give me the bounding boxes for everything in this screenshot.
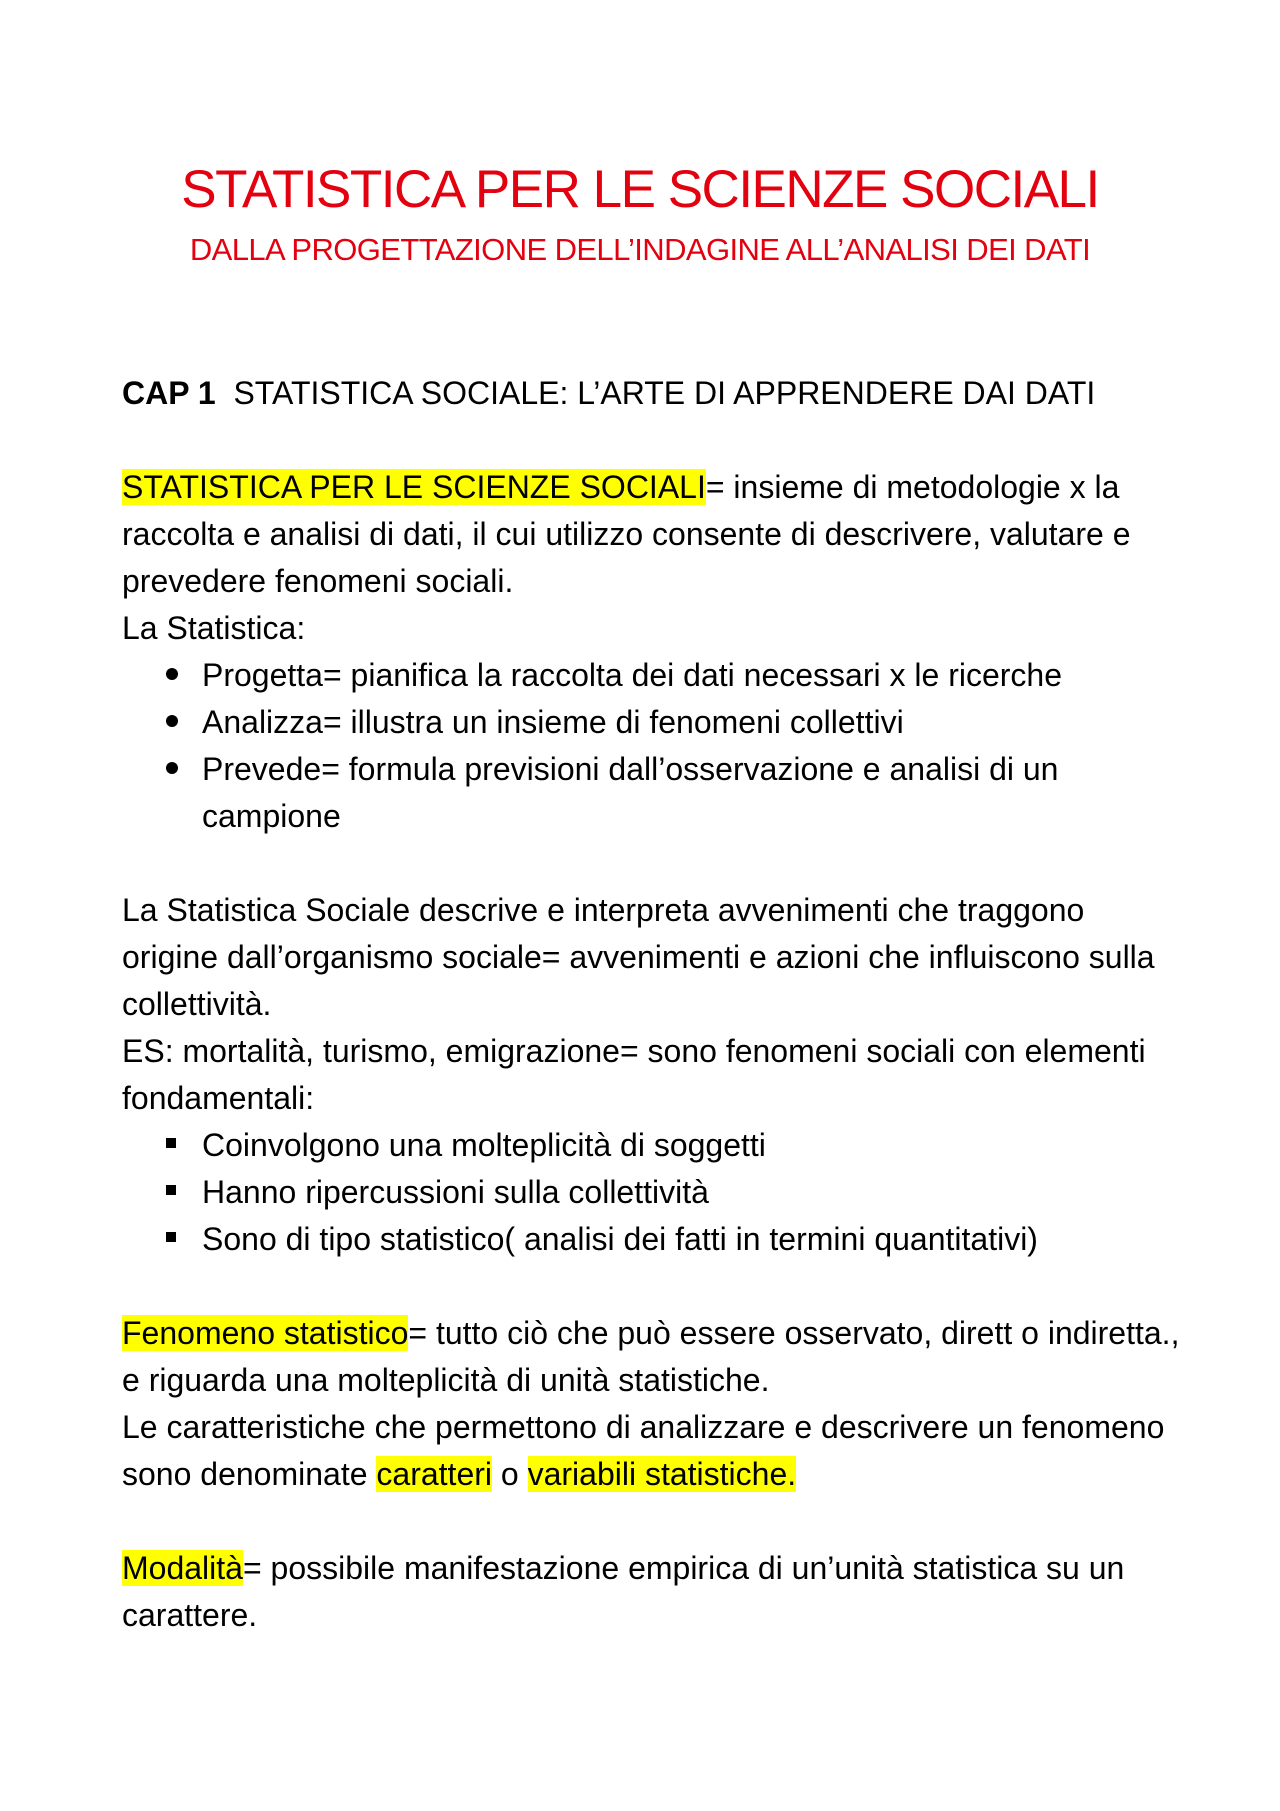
bullet-dot-icon (166, 668, 178, 680)
caratteristiche-text: Le caratteristiche che permettono di analizzare e descrivere un fenomeno sono denominate (122, 1409, 1165, 1492)
statistica-list (122, 652, 1182, 840)
connector-text: o (492, 1456, 528, 1492)
spacer (122, 1498, 1182, 1545)
chapter-title: STATISTICA SOCIALE: L’ARTE DI APPRENDERE DAI DATI (233, 375, 1096, 411)
definition-paragraph (122, 464, 1182, 605)
list-item-text: Prevede= formula previsioni dall’osservazione e analisi di un campione (202, 751, 1059, 834)
spacer (122, 1263, 1182, 1310)
document-title: STATISTICA PER LE SCIENZE SOCIALI (181, 160, 1099, 219)
list-item-text: Sono di tipo statistico( analisi dei fatti in termini quantitativi) (202, 1221, 1038, 1257)
list-item-text: Analizza= illustra un insieme di fenomeni collettivi (202, 704, 904, 740)
list-item (122, 746, 1182, 840)
definition-text: = insieme di metodologie x la raccolta e analisi di dati, il cui utilizzo consente di descrivere, valutare e prevedere fenomeni sociali. (122, 469, 1131, 599)
list-item (122, 1216, 1182, 1263)
modalita-text: = possibile manifestazione empirica di un’unità statistica su un carattere. (122, 1550, 1125, 1633)
fenomeno-text: = tutto ciò che può essere osservato, dirett o indiretta., e riguarda una molteplicità di unità statistiche. (122, 1315, 1180, 1398)
highlighted-term: Fenomeno statistico (122, 1315, 409, 1351)
bullet-square-icon (166, 1138, 176, 1148)
highlighted-term: caratteri (376, 1456, 492, 1492)
bullet-dot-icon (166, 762, 178, 774)
document-body (122, 370, 1182, 1639)
list-item (122, 1122, 1182, 1169)
bullet-dot-icon (166, 715, 178, 727)
highlighted-term: STATISTICA PER LE SCIENZE SOCIALI (122, 469, 706, 505)
highlighted-term: variabili statistiche. (527, 1456, 797, 1492)
fenomeno-paragraph (122, 1310, 1182, 1404)
example-list (122, 1122, 1182, 1263)
bullet-square-icon (166, 1185, 176, 1195)
modalita-paragraph (122, 1545, 1182, 1639)
sociale-paragraph: La Statistica Sociale descrive e interpreta avvenimenti che traggono origine dall’organismo sociale= avvenimenti e azioni che influiscono sulla collettività. (122, 892, 1155, 1022)
list-item-text: Progetta= pianifica la raccolta dei dati necessari x le ricerche (202, 657, 1062, 693)
list-item (122, 699, 1182, 746)
list-item (122, 652, 1182, 699)
spacer (122, 840, 1182, 887)
example-paragraph: ES: mortalità, turismo, emigrazione= sono fenomeni sociali con elementi fondamentali: (122, 1033, 1146, 1116)
caratteristiche-paragraph (122, 1404, 1182, 1498)
list-item-text: Coinvolgono una molteplicità di soggetti (202, 1127, 766, 1163)
chapter-number: CAP 1 (122, 375, 216, 411)
chapter-heading (122, 370, 1182, 417)
highlighted-term: Modalità (122, 1550, 243, 1586)
list-item (122, 1169, 1182, 1216)
bullet-square-icon (166, 1232, 176, 1242)
statistica-intro: La Statistica: (122, 610, 306, 646)
list-item-text: Hanno ripercussioni sulla collettività (202, 1174, 709, 1210)
document-subtitle: DALLA PROGETTAZIONE DELL’INDAGINE ALL’ANALISI DEI DATI (189, 232, 1091, 267)
